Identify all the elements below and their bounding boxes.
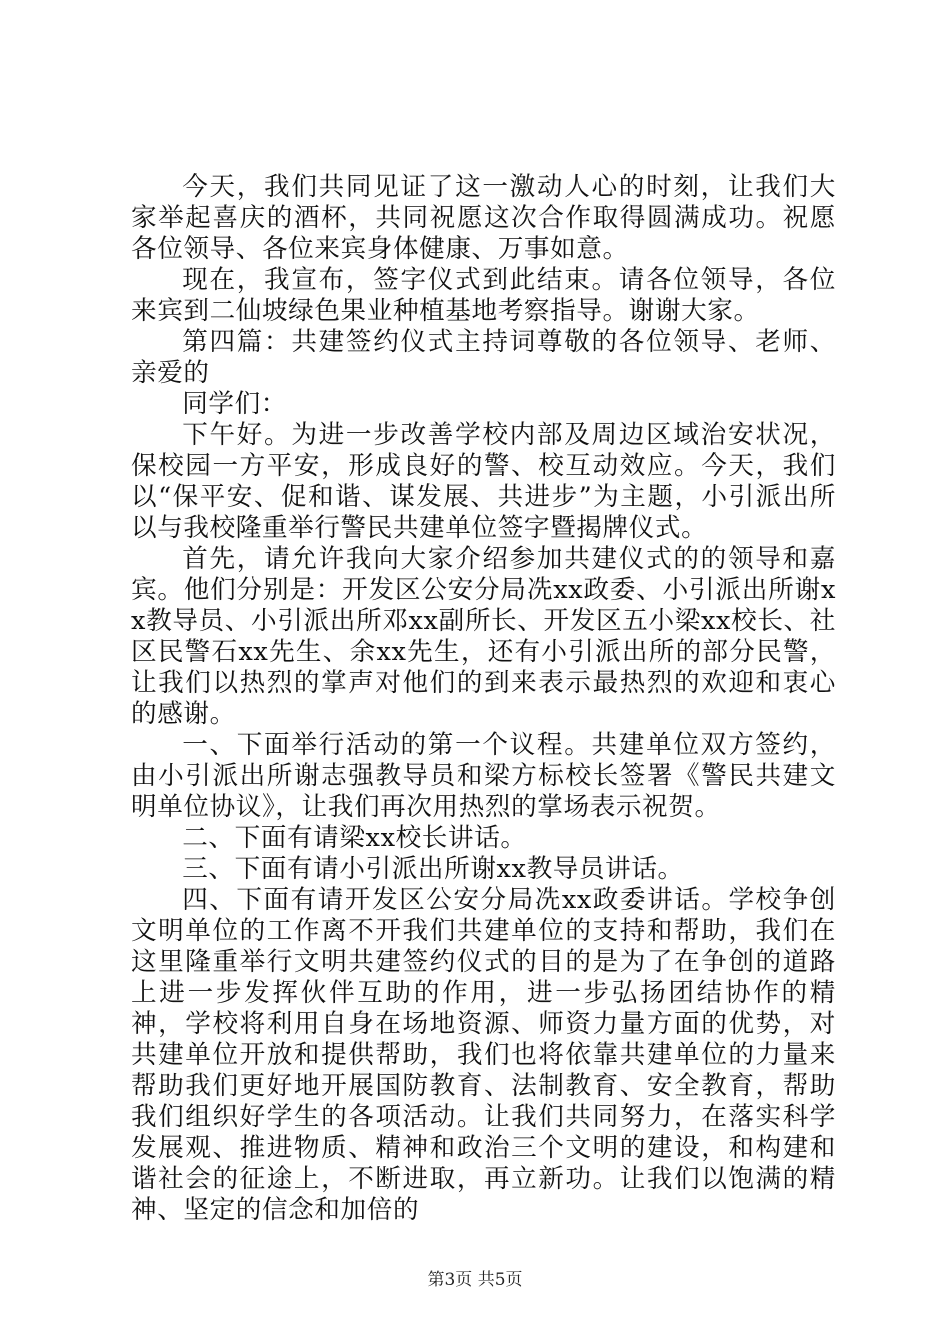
- paragraph-toast: 今天，我们共同见证了这一激动人心的时刻，让我们大家举起喜庆的酒杯，共同祝愿这次合作取得圆满成功。祝愿各位领导、各位来宾身体健康、万事如意。: [131, 172, 836, 264]
- paragraph-guest-introduction: 首先，请允许我向大家介绍参加共建仪式的的领导和嘉宾。他们分别是：开发区公安分局冼xx政委、小引派出所谢xx教导员、小引派出所邓xx副所长、开发区五小梁xx校长、社区民警石xx先生、余xx先生，还有小引派出所的部分民警，让我们以热烈的掌声对他们的到来表示最热烈的欢迎和衷心的感谢。: [131, 544, 836, 729]
- page-number-footer: 第3页 共5页: [427, 1270, 523, 1290]
- paragraph-agenda-one: 一、下面举行活动的第一个议程。共建单位双方签约，由小引派出所谢志强教导员和梁方标校长签署《警民共建文明单位协议》，让我们再次用热烈的掌场表示祝贺。: [131, 730, 836, 822]
- paragraph-opening: 下午好。为进一步改善学校内部及周边区域治安状况，保校园一方平安，形成良好的警、校互动效应。今天，我们以“保平安、促和谐、谋发展、共进步”为主题，小引派出所以与我校隆重举行警民共建单位签字暨揭牌仪式。: [131, 420, 836, 543]
- paragraph-salutation: 同学们：: [182, 389, 287, 419]
- paragraph-ceremony-end: 现在，我宣布，签字仪式到此结束。请各位领导，各位来宾到二仙坡绿色果业种植基地考察指导。谢谢大家。: [131, 265, 836, 326]
- paragraph-agenda-three: 三、下面有请小引派出所谢xx教导员讲话。: [182, 854, 684, 884]
- paragraph-agenda-two: 二、下面有请梁xx校长讲话。: [182, 823, 527, 853]
- document-body: [131, 172, 836, 1226]
- paragraph-chapter-heading: 第四篇：共建签约仪式主持词尊敬的各位领导、老师、亲爱的: [131, 327, 836, 388]
- paragraph-agenda-four: 四、下面有请开发区公安分局冼xx政委讲话。学校争创文明单位的工作离不开我们共建单位的支持和帮助，我们在这里隆重举行文明共建签约仪式的目的是为了在争创的道路上进一步发挥伙伴互助的作用，进一步弘扬团结协作的精神，学校将利用自身在场地资源、师资力量方面的优势，对共建单位开放和提供帮助，我们也将依靠共建单位的力量来帮助我们更好地开展国防教育、法制教育、安全教育，帮助我们组织好学生的各项活动。让我们共同努力，在落实科学发展观、推进物质、精神和政治三个文明的建设，和构建和谐社会的征途上，不断进取，再立新功。让我们以饱满的精神、坚定的信念和加倍的: [131, 885, 836, 1225]
